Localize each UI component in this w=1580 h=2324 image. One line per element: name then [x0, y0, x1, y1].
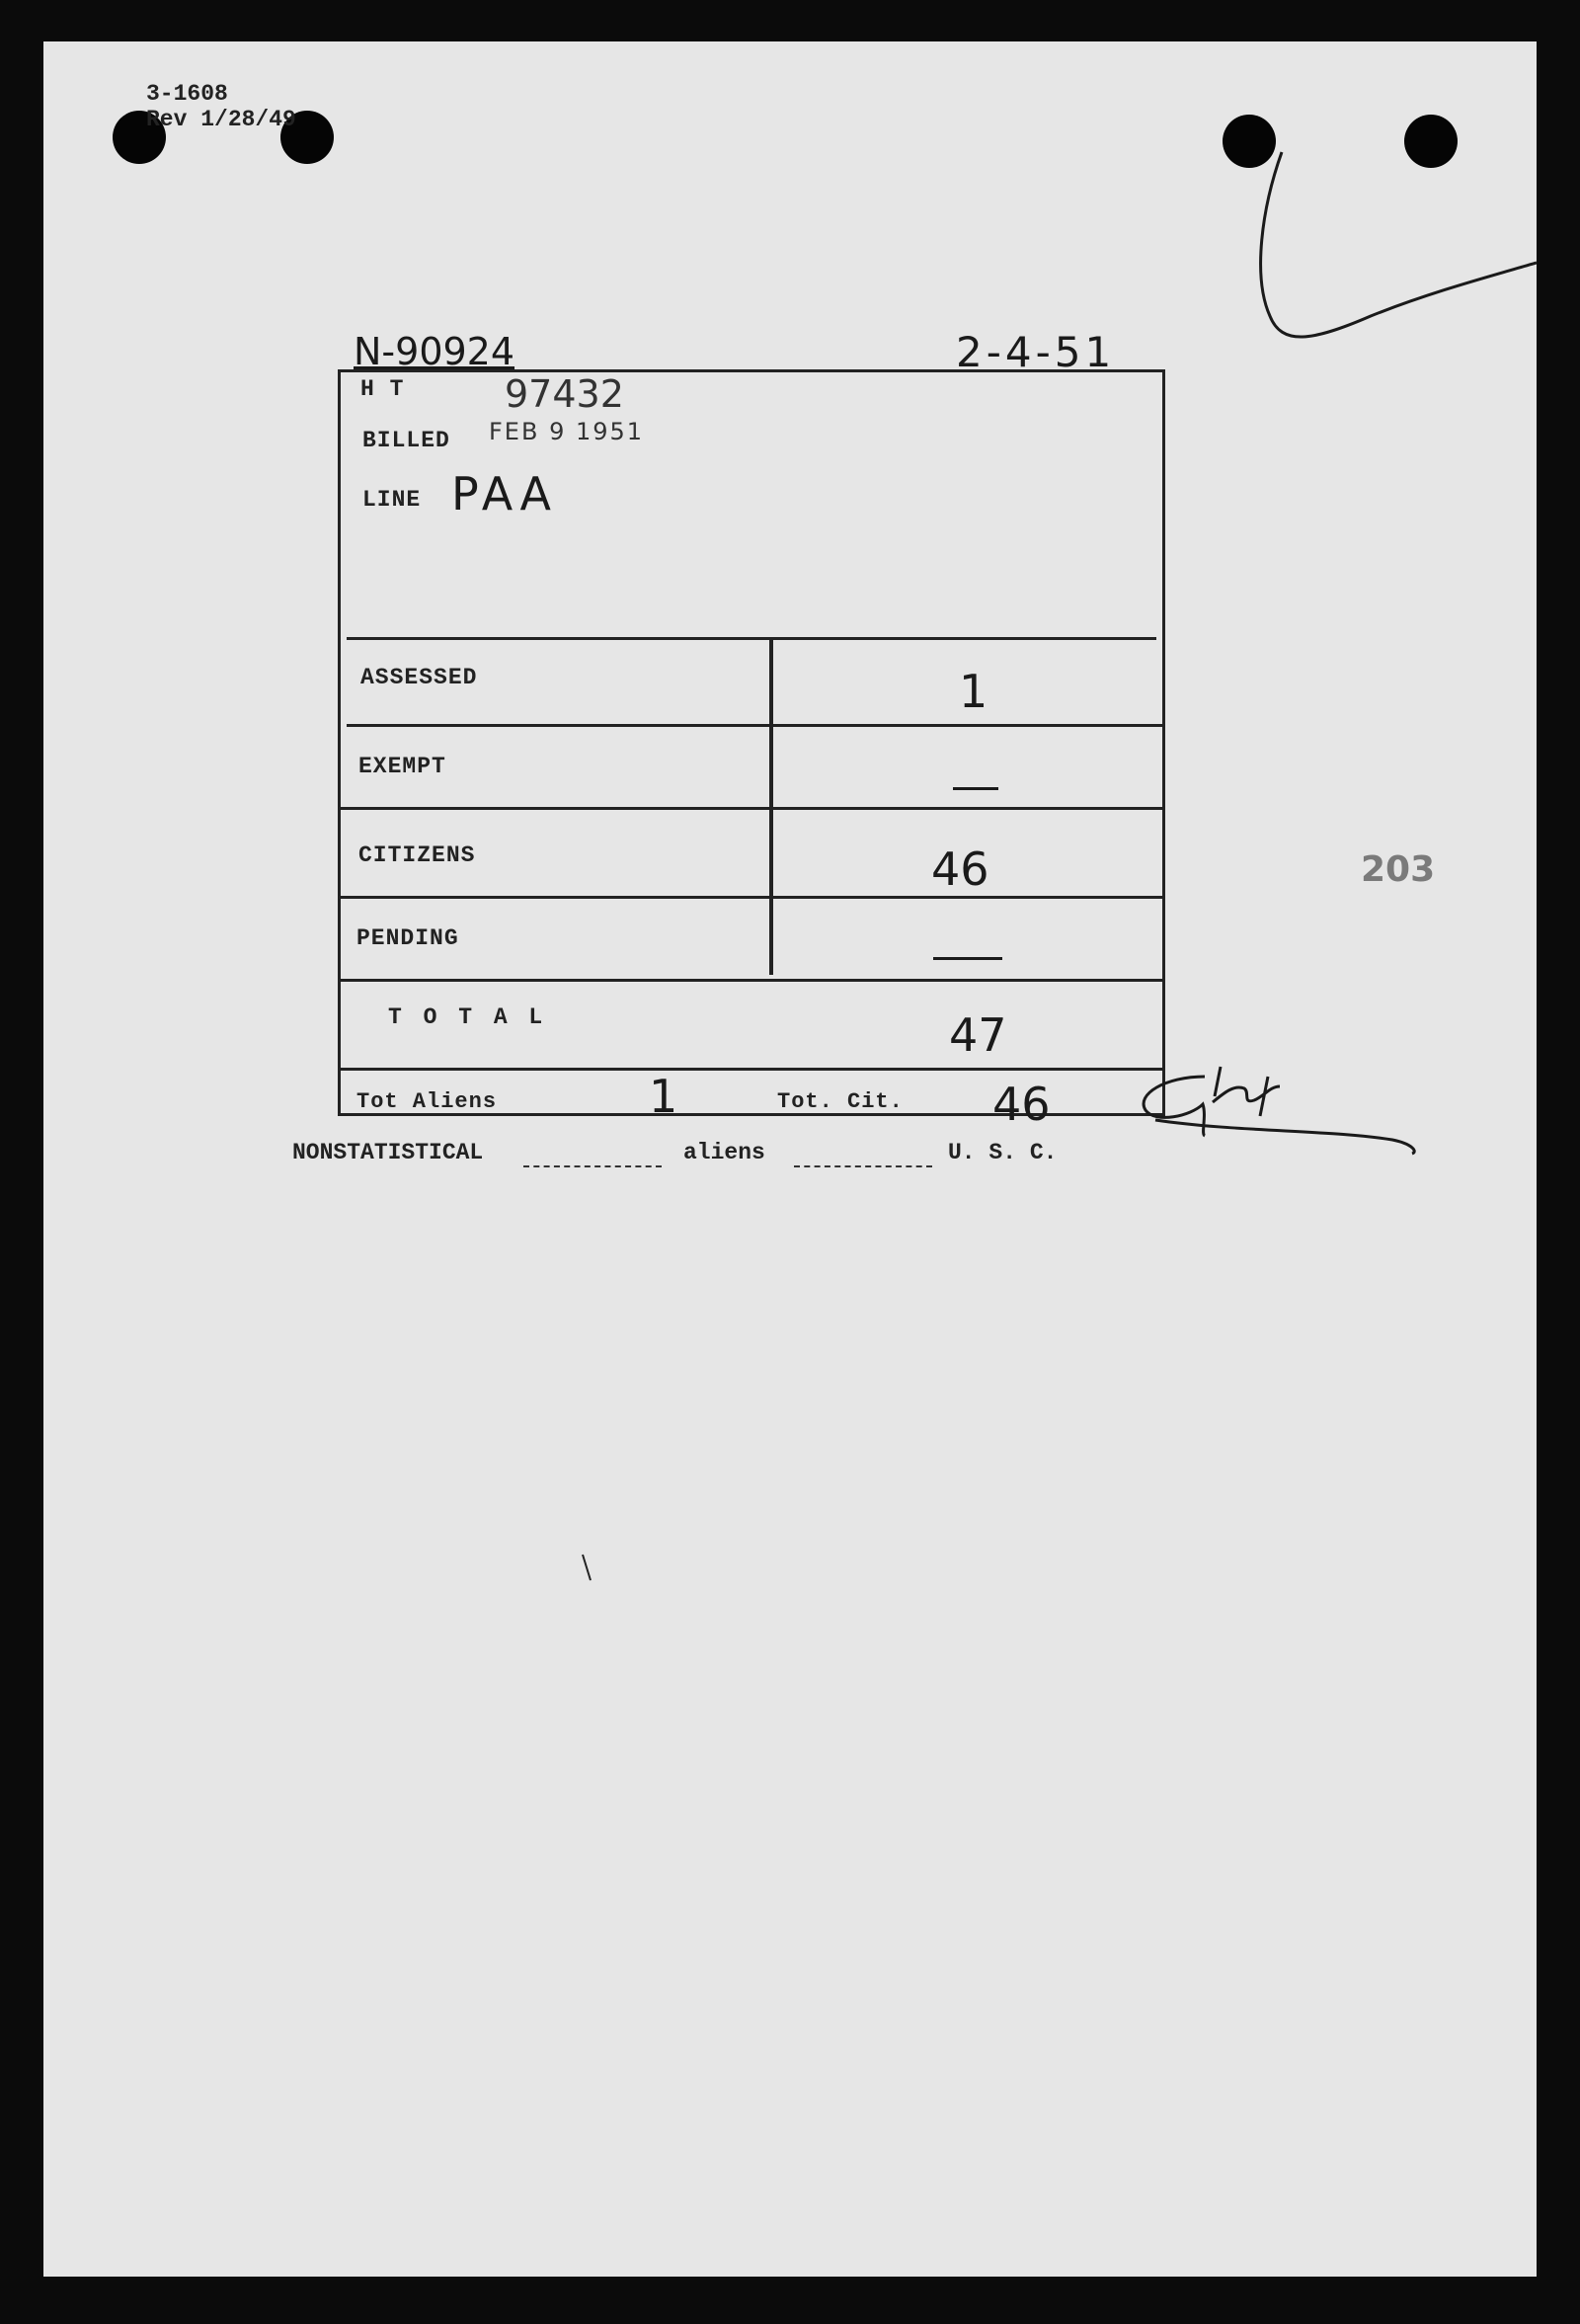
row-label-pending: PENDING	[356, 925, 459, 951]
ht-label: H T	[360, 376, 405, 402]
form-revision: Rev 1/28/49	[146, 107, 296, 132]
stray-mark	[581, 1553, 592, 1582]
line-label: LINE	[362, 487, 422, 513]
tot-aliens-value: 1	[649, 1070, 678, 1123]
document-page	[43, 41, 1537, 2277]
signature-mark	[1096, 1037, 1432, 1156]
aliens-blank	[794, 1165, 932, 1167]
column-divider	[769, 639, 773, 975]
total-value: 47	[949, 1008, 1007, 1062]
line-value: PAA	[451, 467, 558, 521]
margin-curve-mark	[1252, 148, 1537, 395]
rule	[347, 637, 1156, 640]
rule	[341, 896, 1162, 899]
billed-stamp: FEB 9 1951	[489, 418, 645, 445]
manifest-table	[338, 369, 1165, 1131]
form-id	[146, 81, 296, 132]
usc-label: U. S. C.	[948, 1140, 1058, 1165]
tot-aliens-label: Tot Aliens	[356, 1089, 498, 1114]
row-value-citizens: 46	[931, 842, 989, 896]
billed-label: BILLED	[362, 428, 450, 453]
header-date: 2-4-51	[956, 328, 1116, 376]
form-number: 3-1608	[146, 81, 228, 107]
manifest-number: N-90924	[354, 330, 515, 373]
row-label-assessed: ASSESSED	[360, 665, 478, 690]
row-dash-exempt	[953, 787, 998, 790]
tot-cit-label: Tot. Cit.	[777, 1089, 904, 1114]
tot-cit-value: 46	[992, 1078, 1051, 1131]
nonstatistical-label: NONSTATISTICAL	[292, 1140, 484, 1165]
row-label-citizens: CITIZENS	[358, 842, 476, 868]
row-label-exempt: EXEMPT	[358, 754, 446, 779]
rule	[347, 724, 1162, 727]
aliens-label: aliens	[683, 1140, 765, 1165]
ht-value: 97432	[505, 372, 624, 416]
row-value-assessed: 1	[959, 665, 988, 718]
rule	[341, 807, 1162, 810]
total-label: T O T A L	[388, 1004, 547, 1030]
row-dash-pending	[933, 957, 1002, 960]
nonstatistical-blank	[523, 1165, 662, 1167]
rule	[341, 1068, 1162, 1071]
page-number: 203	[1361, 849, 1436, 890]
rule	[341, 979, 1162, 982]
